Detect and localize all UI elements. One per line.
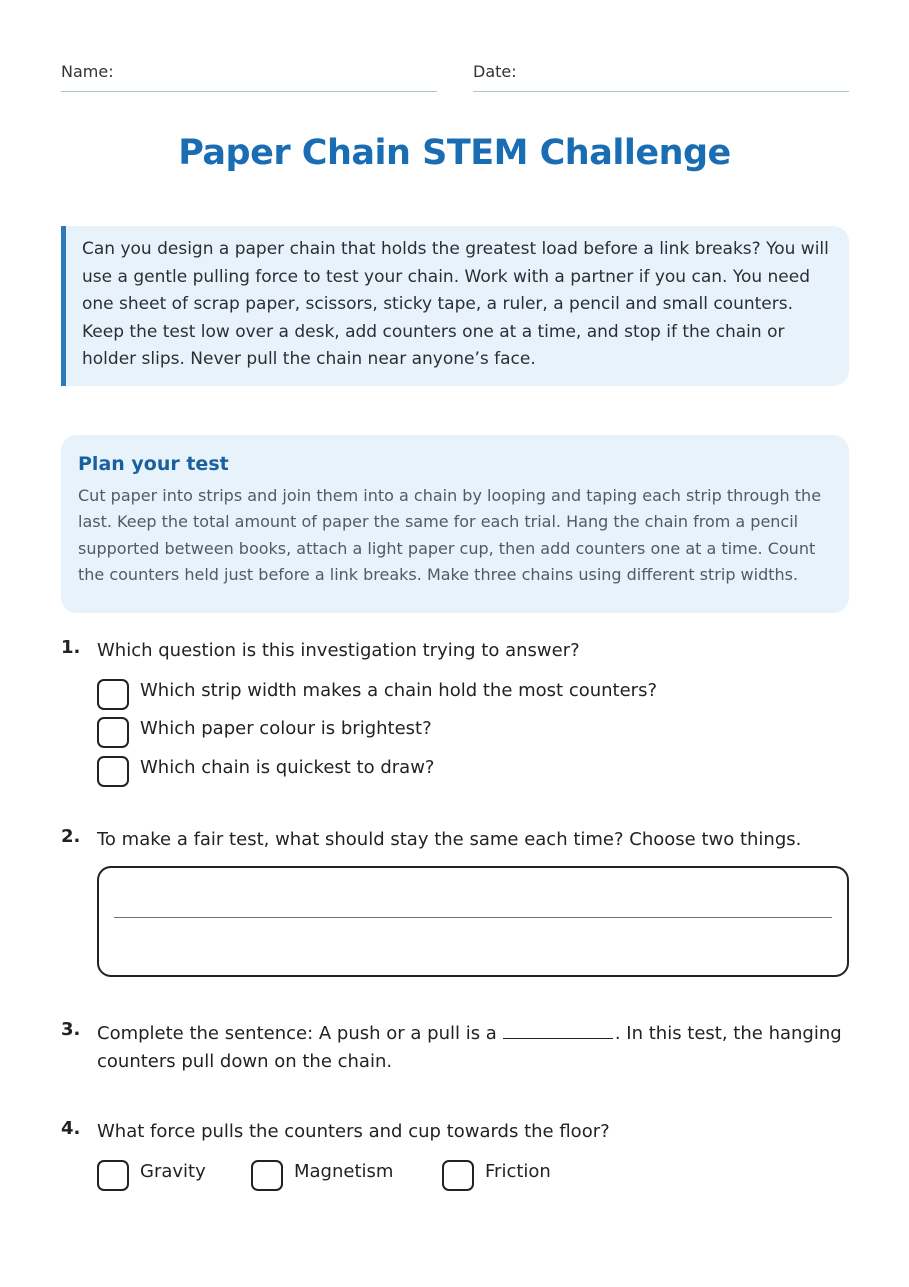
name-label: Name: (61, 62, 114, 81)
question-4-option-friction[interactable] (442, 1160, 592, 1192)
checkbox[interactable] (97, 756, 129, 787)
intro-text: Can you design a paper chain that holds the greatest load before a link breaks? You will use a gentle pulling force to test your chain. Work with a partner if you can. You need one sheet of scrap paper, scissors, sticky tape, a ruler, a pencil and small counters. Keep the test low over a desk, add counters one at a time, and stop if the chain or holder slips. Never pull the chain near anyone’s face. (82, 239, 829, 369)
header-fields (61, 62, 849, 92)
fill-in-blank[interactable] (503, 1019, 613, 1039)
question-3-text (97, 1019, 849, 1076)
option-label: Which strip width makes a chain hold the most counters? (140, 680, 658, 701)
name-field[interactable] (61, 62, 437, 92)
question-4-number: 4. (61, 1118, 81, 1139)
date-field[interactable] (473, 62, 849, 92)
question-4-text: What force pulls the counters and cup towards the floor? (97, 1121, 610, 1142)
plan-heading: Plan your test (78, 453, 229, 475)
option-label: Magnetism (294, 1161, 394, 1182)
checkbox[interactable] (442, 1160, 474, 1191)
question-3-number: 3. (61, 1019, 81, 1040)
page-title: Paper Chain STEM Challenge (178, 133, 731, 173)
checkbox[interactable] (97, 679, 129, 710)
date-label: Date: (473, 62, 517, 81)
question-2-answer-box[interactable] (97, 866, 849, 977)
checkbox[interactable] (97, 717, 129, 748)
question-3-text-before: Complete the sentence: A push or a pull is a (97, 1023, 497, 1044)
question-1-option-b[interactable] (97, 717, 497, 749)
question-1-option-a[interactable] (97, 679, 697, 711)
checkbox[interactable] (251, 1160, 283, 1191)
question-1-number: 1. (61, 637, 81, 658)
checkbox[interactable] (97, 1160, 129, 1191)
plan-panel (61, 435, 849, 613)
question-4-option-magnetism[interactable] (251, 1160, 421, 1192)
option-label: Gravity (140, 1161, 206, 1182)
question-4-option-gravity[interactable] (97, 1160, 237, 1192)
question-1-option-c[interactable] (97, 756, 497, 788)
answer-line (114, 917, 832, 918)
intro-panel (61, 226, 849, 386)
option-label: Which paper colour is brightest? (140, 718, 432, 739)
question-1-text: Which question is this investigation trying to answer? (97, 640, 580, 661)
question-3-text-after: . In this test, the hanging counters pull down on the chain. (97, 1023, 842, 1072)
option-label: Which chain is quickest to draw? (140, 757, 435, 778)
question-2-text: To make a fair test, what should stay the same each time? Choose two things. (97, 829, 802, 850)
option-label: Friction (485, 1161, 551, 1182)
plan-body: Cut paper into strips and join them into a chain by looping and taping each strip through the last. Keep the total amount of paper the same for each trial. Hang the chain from a pencil supported between books, attach a light paper cup, then add counters one at a time. Count the counters held just before a link breaks. Make three chains using different strip widths. (78, 486, 822, 584)
question-2-number: 2. (61, 826, 81, 847)
